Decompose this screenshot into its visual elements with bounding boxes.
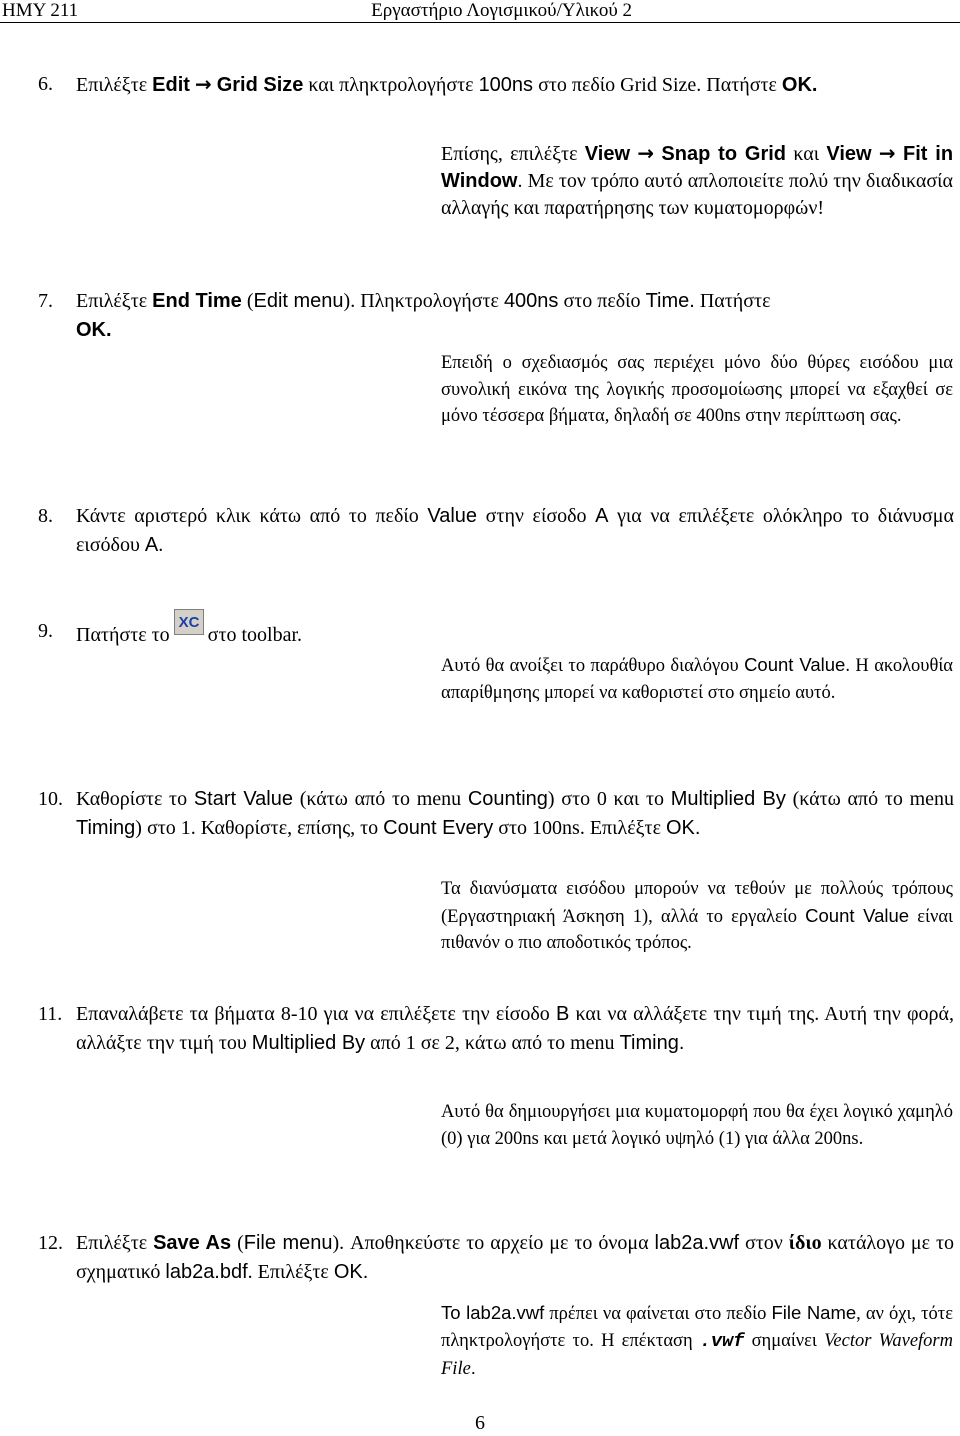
- step-text: Επιλέξτε End Time (Edit menu). Πληκτρολογήστε 400ns στο πεδίο Time. Πατήστε OK.: [76, 290, 771, 341]
- menu-grid-size: Grid Size: [216, 74, 304, 96]
- step-number: 10.: [38, 788, 63, 810]
- arrow-icon: →: [637, 141, 655, 165]
- step-text: Πατήστε το XC στο toolbar.: [76, 617, 954, 650]
- step-number: 7.: [38, 290, 53, 312]
- step-text: Επιλέξτε Edit → Grid Size και πληκτρολογήστε 100ns στο πεδίο Grid Size. Πατήστε OK.: [76, 72, 818, 96]
- page-header: [0, 0, 960, 22]
- step-9: [38, 614, 954, 650]
- note-10: Τα διανύσματα εισόδου μπορούν να τεθούν με πολλούς τρόπους (Εργαστηριακή Άσκηση 1), αλλά το εργαλείο Count Value είναι πιθανόν ο πιο αποδοτικός τρόπος.: [441, 879, 953, 953]
- note-9: Αυτό θα ανοίξει το παράθυρο διαλόγου Count Value. Η ακολουθία απαρίθμησης μπορεί να καθοριστεί στο σημείο αυτό.: [441, 654, 953, 703]
- step-number: 11.: [38, 1003, 63, 1025]
- menu-edit: Edit: [152, 74, 190, 96]
- arrow-icon: →: [878, 141, 896, 165]
- step-number: 9.: [38, 620, 53, 642]
- note-11: Αυτό θα δημιουργήσει μια κυματομορφή που θα έχει λογικό χαμηλό (0) για 200ns και μετά λογικό υψηλό (1) για άλλα 200ns.: [441, 1102, 953, 1149]
- step-6: [38, 70, 954, 100]
- note-7: Επειδή ο σχεδιασμός σας περιέχει μόνο δύο θύρες εισόδου μια συνολική εικόνα της λογικής προσομοίωσης μπορεί να εξαχθεί σε μόνο τέσσερα βήματα, δηλαδή σε 400ns στην περίπτωση σας.: [441, 353, 953, 426]
- step-10: [38, 785, 954, 843]
- step-text: Καθορίστε το Start Value (κάτω από το menu Counting) στο 0 και το Multiplied By (κάτω από το menu Timing) στο 1. Καθορίστε, επίσης, το Count Every στο 100ns. Επιλέξτε OK.: [76, 788, 954, 839]
- step-text: Επιλέξτε Save As (File menu). Αποθηκεύστε το αρχείο με το όνομα lab2a.vwf στον ίδιο κατάλογο με το σχηματικό lab2a.bdf. Επιλέξτε OK.: [76, 1232, 955, 1283]
- note-6: Επίσης, επιλέξτε View → Snap to Grid και View → Fit in Window. Με τον τρόπο αυτό απλοποιείτε πολύ την διαδικασία αλλαγής και παρατήρησης των κυματομορφών!: [441, 141, 954, 219]
- count-value-icon[interactable]: [174, 614, 204, 643]
- course-code: ΗΜΥ 211: [2, 0, 79, 21]
- count-value-icon-label: XC: [178, 614, 200, 631]
- step-number: 12.: [38, 1232, 63, 1254]
- step-12: [38, 1229, 954, 1287]
- note-12: To lab2a.vwf πρέπει να φαίνεται στο πεδίο File Name, αν όχι, τότε πληκτρολογήστε το. Η επέκταση .vwf σημαίνει Vector Waveform File.: [441, 1302, 953, 1379]
- step-number: 6.: [38, 73, 53, 95]
- step-text: Επαναλάβετε τα βήματα 8-10 για να επιλέξετε την είσοδο B και να αλλάξετε την τιμή της. Αυτή την φορά, αλλάξτε την τιμή του Multiplied By από 1 σε 2, κάτω από το menu Timing.: [76, 1003, 954, 1054]
- lab-title: Εργαστήριο Λογισμικού/Υλικού 2: [371, 0, 632, 21]
- page-number: 6: [475, 1412, 485, 1434]
- arrow-icon: →: [194, 72, 212, 96]
- step-7: [38, 287, 954, 345]
- step-8: [38, 502, 954, 560]
- step-number: 8.: [38, 505, 53, 527]
- step-11: [38, 1000, 954, 1058]
- header-divider: [0, 22, 960, 23]
- step-text: Κάντε αριστερό κλικ κάτω από το πεδίο Value στην είσοδο A για να επιλέξετε ολόκληρο το διάνυσμα εισόδου A.: [76, 505, 954, 556]
